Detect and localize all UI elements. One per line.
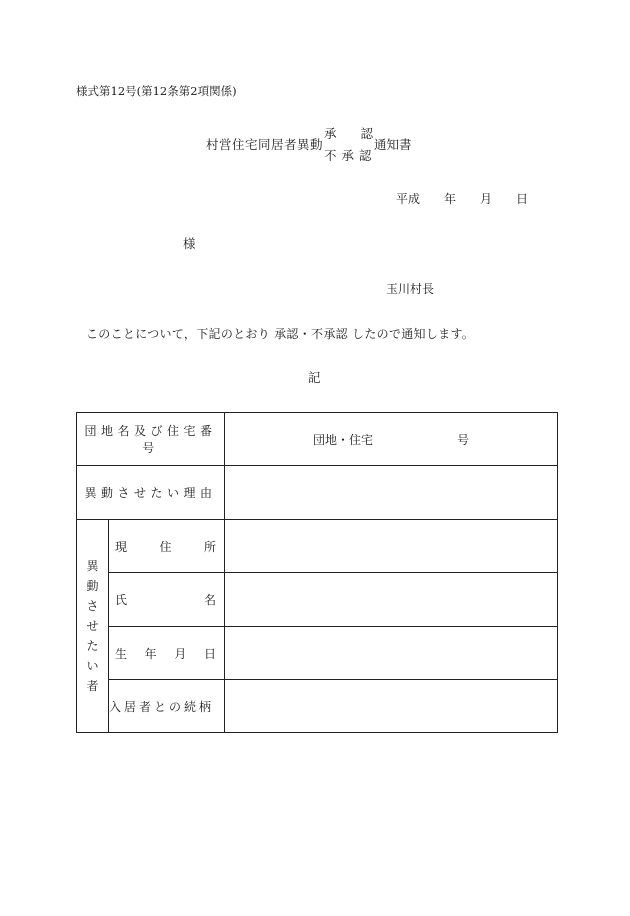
title-deny-option [324, 150, 372, 163]
title-deny-char-1: 不 [324, 148, 337, 163]
birthdate-value[interactable] [225, 627, 558, 680]
housing-number-suffix: 号 [457, 432, 470, 447]
address-label: 現 住 所 [109, 520, 225, 573]
housing-number-label: 団地名及び住宅番号 [77, 413, 225, 466]
group-char: た [86, 639, 99, 653]
table-row-relation [77, 680, 558, 733]
address-value[interactable] [225, 520, 558, 573]
addressee-honorific: 様 [183, 236, 196, 251]
date-month: 月 [480, 192, 493, 206]
table-row-reason [77, 466, 558, 520]
record-table [76, 412, 558, 733]
table-row-address [77, 520, 558, 573]
date-line [396, 193, 528, 205]
group-char: 異 [86, 559, 99, 573]
record-heading: 記 [308, 370, 321, 385]
date-day: 日 [516, 192, 529, 206]
date-year: 年 [444, 192, 457, 206]
name-value[interactable] [225, 573, 558, 627]
table-row-name [77, 573, 558, 627]
person-group-label [77, 520, 109, 733]
group-char: い [86, 659, 99, 673]
birthdate-label: 生 年 月 日 [109, 627, 225, 680]
sender-mayor: 玉川村長 [386, 282, 435, 296]
title-approve-char-1: 承 [324, 126, 337, 141]
group-char: 者 [86, 679, 99, 693]
housing-estate-label: 団地・住宅 [313, 432, 374, 447]
group-char: せ [86, 619, 99, 633]
relation-label: 入居者との続柄 [109, 680, 225, 733]
title-deny-char-3: 認 [359, 148, 372, 163]
title-suffix: 通知書 [374, 137, 412, 152]
name-label: 氏 名 [109, 573, 225, 627]
date-era: 平成 [396, 192, 421, 206]
reason-value[interactable] [225, 466, 558, 520]
table-row-birthdate [77, 627, 558, 680]
housing-number-value[interactable] [225, 413, 558, 466]
group-char: 動 [86, 579, 99, 593]
document-title [206, 128, 426, 168]
title-deny-char-2: 承 [341, 148, 355, 163]
group-char: さ [86, 599, 99, 613]
relation-value[interactable] [225, 680, 558, 733]
title-approve-char-2: 認 [360, 126, 374, 141]
form-number: 様式第12号(第12条第2項関係) [76, 84, 237, 98]
title-approve-option [324, 128, 373, 141]
table-row-housing [77, 413, 558, 466]
title-main: 村営住宅同居者異動 [206, 137, 324, 152]
body-text: このことについて，下記のとおり 承認・不承認 したので通知します。 [86, 327, 475, 341]
reason-label: 異動させたい理由 [77, 466, 225, 520]
